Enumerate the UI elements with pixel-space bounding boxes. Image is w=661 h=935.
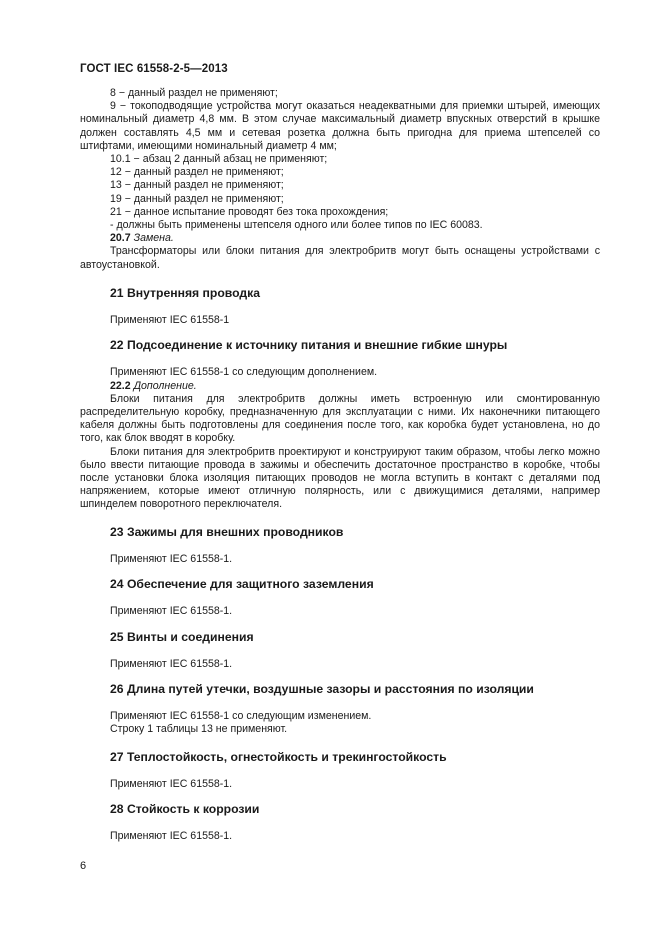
section-text-24: Применяют IEC 61558-1. bbox=[110, 605, 233, 618]
list-item: 21 − данное испытание проводят без тока прохождения; bbox=[110, 205, 389, 218]
subsection-20-7 bbox=[80, 232, 600, 245]
section-text-27: Применяют IEC 61558-1. bbox=[110, 777, 233, 790]
section-text-23: Применяют IEC 61558-1. bbox=[110, 552, 233, 565]
list-item: 9 − токоподводящие устройства могут оказаться неадекватными для приемки штырей, имеющих номинальный диаметр 4,8 мм. В этом случае максимальный диаметр впускных отверстий в крышке должен составлять 4,5 мм и сетевая розетка должна быть пригодна для приема штепселей со штифтами, имеющими номинальный диаметр 4 мм; bbox=[80, 100, 600, 152]
section-text-22: Применяют IEC 61558-1 со следующим дополнением. bbox=[110, 366, 378, 379]
section-text-28: Применяют IEC 61558-1. bbox=[110, 830, 233, 843]
subsection-22-2 bbox=[80, 380, 600, 393]
section-text-25: Применяют IEC 61558-1. bbox=[110, 657, 233, 670]
section-text-26b: Строку 1 таблицы 13 не применяют. bbox=[110, 723, 288, 736]
section-title-21: 21 Внутренняя проводка bbox=[110, 285, 261, 300]
list-item: 19 − данный раздел не применяют; bbox=[110, 192, 284, 205]
section-text-21: Применяют IEC 61558-1 bbox=[110, 314, 230, 327]
subsection-number: 22.2 bbox=[110, 379, 131, 392]
document-body bbox=[80, 87, 600, 843]
paragraph: Блоки питания для электробритв проектируют и конструируют таким образом, чтобы легко можно было ввести питающие провода в зажимы и обеспечить достаточное пространство в коробке, чтобы после установки блока изоляция питающих проводов не могла вступить в контакт с деталями под напряжением, которые имеют отличную полярность, или с движущимися деталями, например шпинделем поворотного переключателя. bbox=[80, 445, 600, 511]
section-title-22: 22 Подсоединение к источнику питания и внешние гибкие шнуры bbox=[110, 338, 508, 353]
section-title-28: 28 Стойкость к коррозии bbox=[110, 801, 260, 816]
section-title-23: 23 Зажимы для внешних проводников bbox=[110, 524, 344, 539]
section-title-27: 27 Теплостойкость, огнестойкость и трекингостойкость bbox=[110, 749, 447, 764]
section-title-25: 25 Винты и соединения bbox=[110, 629, 254, 644]
list-item: 10.1 − абзац 2 данный абзац не применяют; bbox=[110, 153, 328, 166]
list-item: 12 − данный раздел не применяют; bbox=[110, 166, 284, 179]
subsection-label: Замена. bbox=[133, 232, 174, 245]
list-item: 8 − данный раздел не применяют; bbox=[110, 87, 278, 99]
document-header: ГОСТ IEC 61558-2-5—2013 bbox=[80, 63, 228, 75]
paragraph: Блоки питания для электробритв должны иметь встроенную или смонтированную распределительную коробку, предназначенную для эксплуатации с ними. Их наконечники питающего кабеля должны быть подготовлены для соединения после того, как коробка будет установлена, но до того, как блок вводят в коробку. bbox=[80, 392, 600, 445]
section-title-24: 24 Обеспечение для защитного заземления bbox=[110, 577, 374, 592]
section-title-26: 26 Длина путей утечки, воздушные зазоры и расстояния по изоляции bbox=[110, 681, 534, 696]
subsection-number: 20.7 bbox=[110, 232, 131, 245]
subsection-label: Дополнение. bbox=[133, 379, 197, 392]
paragraph: Трансформаторы или блоки питания для электробритв могут быть оснащены устройствами с автоустановкой. bbox=[80, 245, 600, 271]
section-text-26: Применяют IEC 61558-1 со следующим изменением. bbox=[110, 710, 372, 723]
page-number: 6 bbox=[80, 860, 87, 872]
list-item: 13 − данный раздел не применяют; bbox=[110, 179, 284, 192]
list-item: - должны быть применены штепселя одного или более типов по IEC 60083. bbox=[110, 219, 483, 232]
